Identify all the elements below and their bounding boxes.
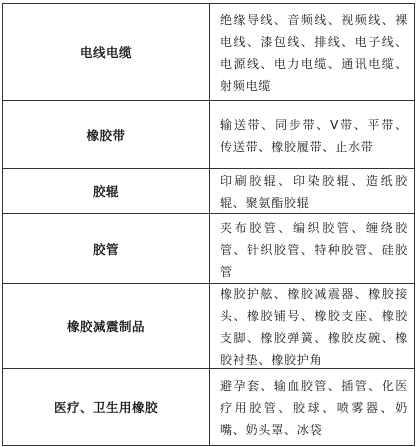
table-row	[3, 214, 415, 284]
table-row	[3, 4, 415, 101]
category-cell: 电线电缆	[3, 4, 210, 100]
table-row	[3, 369, 415, 446]
items-cell	[210, 101, 415, 168]
items-text: 绝缘导线、音频线、视频线、裸电线、漆包线、排线、电子线、电源线、电力电缆、通讯电缆、射频电缆	[220, 13, 408, 93]
product-category-table	[2, 3, 415, 446]
table-row	[3, 101, 415, 169]
category-cell: 胶管	[3, 214, 210, 283]
table-row	[3, 169, 415, 214]
category-cell: 胶辊	[3, 169, 210, 213]
items-cell	[210, 214, 415, 283]
category-cell: 医疗、卫生用橡胶	[3, 369, 210, 445]
items-cell	[210, 284, 415, 368]
items-cell	[210, 169, 415, 213]
items-text: 夹布胶管、编织胶管、缠绕胶管、针织胶管、特种胶管、硅胶管	[220, 220, 408, 279]
table-row	[3, 284, 415, 369]
items-text: 避孕套、输血胶管、插管、化医疗用胶管、胶球、喷雾器、奶嘴、奶头罩、冰袋	[220, 379, 408, 437]
items-cell	[210, 4, 415, 100]
items-text: 输送带、同步带、V带、平带、传送带、橡胶履带、止水带	[220, 117, 408, 154]
items-text: 印刷胶辊、印染胶辊、造纸胶辊、聚氨酯胶辊	[220, 174, 408, 210]
category-cell: 橡胶减震制品	[3, 284, 210, 368]
items-text: 橡胶护舷、橡胶减震器、橡胶接头、橡胶铺号、橡胶支座、橡胶支脚、橡胶弹簧、橡胶皮碗、橡胶衬垫、橡胶护角	[220, 287, 408, 367]
items-cell	[210, 369, 415, 445]
category-cell: 橡胶带	[3, 101, 210, 168]
